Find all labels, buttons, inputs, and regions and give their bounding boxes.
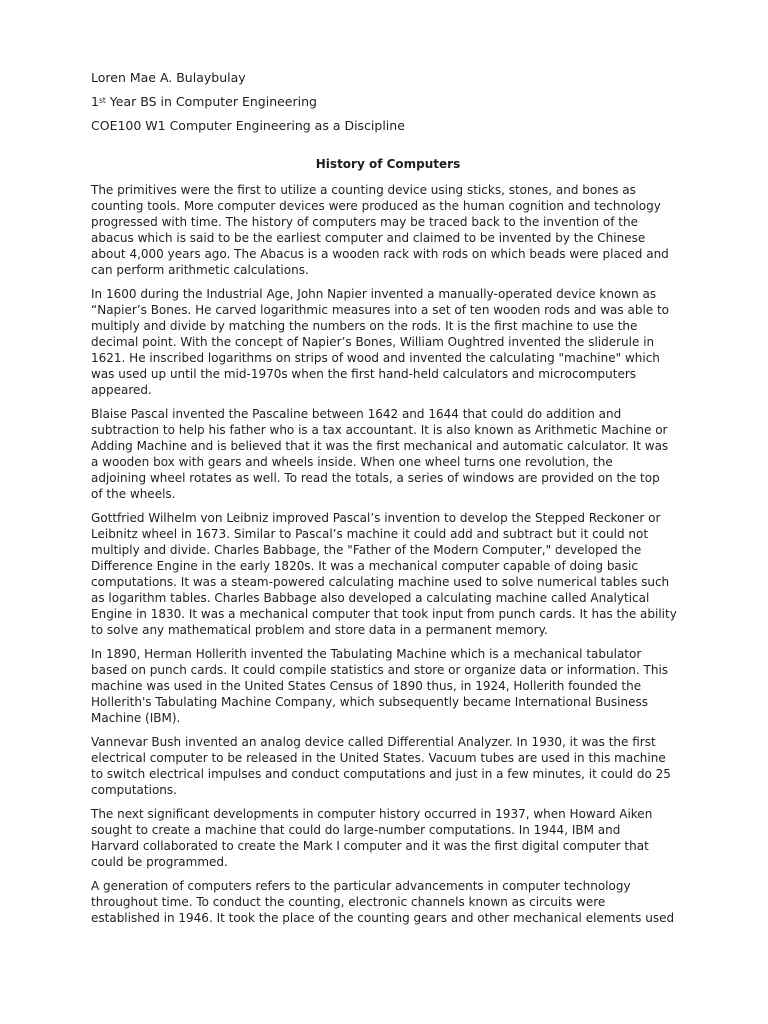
- paragraph-line: Leibnitz wheel in 1673. Similar to Pascal’s machine it could add and subtract but it could not: [91, 527, 649, 541]
- document-page: [91, 70, 685, 934]
- paragraph-line: Engine in 1830. It was a mechanical computer that took input from punch cards. It has the ability: [91, 607, 677, 621]
- paragraph-line: of the wheels.: [91, 487, 176, 501]
- paragraph-line: “Napier’s Bones. He carved logarithmic measures into a set of ten wooden rods and was able to: [91, 303, 670, 317]
- paragraph-line: a wooden box with gears and wheels inside. When one wheel turns one revolution, the: [91, 455, 613, 469]
- paragraph-line: based on punch cards. It could compile statistics and store or organize data or information. This: [91, 663, 669, 677]
- paragraph-line: Difference Engine in the early 1820s. It was a mechanical computer capable of doing basic: [91, 559, 638, 573]
- paragraph: [91, 806, 685, 870]
- paragraph-line: could be programmed.: [91, 855, 228, 869]
- paragraph: [91, 510, 685, 638]
- paragraph-line: A generation of computers refers to the particular advancements in computer technology: [91, 879, 631, 893]
- course-name: COE100 W1 Computer Engineering as a Discipline: [91, 118, 405, 133]
- paragraph-line: progressed with time. The history of computers may be traced back to the invention of the: [91, 215, 638, 229]
- paragraph-line: The primitives were the first to utilize a counting device using sticks, stones, and bones as: [91, 183, 636, 197]
- paragraph: [91, 182, 685, 278]
- paragraph-line: established in 1946. It took the place of the counting gears and other mechanical elements used: [91, 911, 675, 925]
- author-name: Loren Mae A. Bulaybulay: [91, 70, 246, 85]
- paragraph-line: about 4,000 years ago. The Abacus is a wooden rack with rods on which beads were placed and: [91, 247, 669, 261]
- paragraph-line: counting tools. More computer devices were produced as the human cognition and technology: [91, 199, 661, 213]
- paragraph-line: multiply and divide. Charles Babbage, the "Father of the Modern Computer," developed the: [91, 543, 642, 557]
- paragraph-line: abacus which is said to be the earliest computer and claimed to be invented by the Chinese: [91, 231, 646, 245]
- paragraph-line: machine was used in the United States Census of 1890 thus, in 1924, Hollerith founded the: [91, 679, 642, 693]
- program-name: Year BS in Computer Engineering: [105, 94, 317, 109]
- paragraph-line: computations.: [91, 783, 177, 797]
- paragraph-line: adjoining wheel rotates as well. To read the totals, a series of windows are provided on the top: [91, 471, 660, 485]
- year-program: [91, 94, 685, 110]
- paragraph: [91, 286, 685, 398]
- paragraph-line: In 1890, Herman Hollerith invented the Tabulating Machine which is a mechanical tabulator: [91, 647, 642, 661]
- paragraph-line: 1621. He inscribed logarithms on strips of wood and invented the calculating "machine" which: [91, 351, 660, 365]
- paragraph-line: as logarithm tables. Charles Babbage also developed a calculating machine called Analytical: [91, 591, 650, 605]
- year-ordinal: st: [98, 96, 106, 105]
- paragraph-line: Gottfried Wilhelm von Leibniz improved Pascal’s invention to develop the Stepped Reckoner or: [91, 511, 661, 525]
- paragraph-line: to solve any mathematical problem and store data in a permanent memory.: [91, 623, 548, 637]
- year-number: 1: [91, 94, 99, 109]
- document-title: History of Computers: [315, 157, 461, 171]
- paragraph-line: In 1600 during the Industrial Age, John Napier invented a manually-operated device known as: [91, 287, 657, 301]
- paragraph-line: sought to create a machine that could do large-number computations. In 1944, IBM and: [91, 823, 621, 837]
- paragraph: [91, 734, 685, 798]
- paragraph-line: Adding Machine and is believed that it was the first mechanical and automatic calculator. It was: [91, 439, 669, 453]
- paragraph-line: decimal point. With the concept of Napier’s Bones, William Oughtred invented the sliderule in: [91, 335, 655, 349]
- paragraph-line: computations. It was a steam-powered calculating machine used to solve numerical tables such: [91, 575, 670, 589]
- document-body: [91, 182, 685, 926]
- paragraph: [91, 646, 685, 726]
- paragraph-line: appeared.: [91, 383, 152, 397]
- paragraph-line: electrical computer to be released in the United States. Vacuum tubes are used in this machine: [91, 751, 666, 765]
- paragraph-line: was used up until the mid-1970s when the first hand-held calculators and microcomputers: [91, 367, 637, 381]
- paragraph-line: to switch electrical impulses and conduct computations and just in a few minutes, it could do 25: [91, 767, 671, 781]
- paragraph-line: Vannevar Bush invented an analog device called Differential Analyzer. In 1930, it was the first: [91, 735, 656, 749]
- paragraph-line: Blaise Pascal invented the Pascaline between 1642 and 1644 that could do addition and: [91, 407, 622, 421]
- paragraph: [91, 878, 685, 926]
- paragraph-line: Machine (IBM).: [91, 711, 181, 725]
- paragraph-line: can perform arithmetic calculations.: [91, 263, 309, 277]
- paragraph-line: subtraction to help his father who is a tax accountant. It is also known as Arithmetic Machine or: [91, 423, 668, 437]
- paragraph: [91, 406, 685, 502]
- paragraph-line: Harvard collaborated to create the Mark I computer and it was the first digital computer that: [91, 839, 649, 853]
- paragraph-line: throughout time. To conduct the counting, electronic channels known as circuits were: [91, 895, 606, 909]
- paragraph-line: The next significant developments in computer history occurred in 1937, when Howard Aiken: [91, 807, 653, 821]
- paragraph-line: multiply and divide by matching the numbers on the rods. It is the first machine to use the: [91, 319, 638, 333]
- paragraph-line: Hollerith's Tabulating Machine Company, which subsequently became International Business: [91, 695, 649, 709]
